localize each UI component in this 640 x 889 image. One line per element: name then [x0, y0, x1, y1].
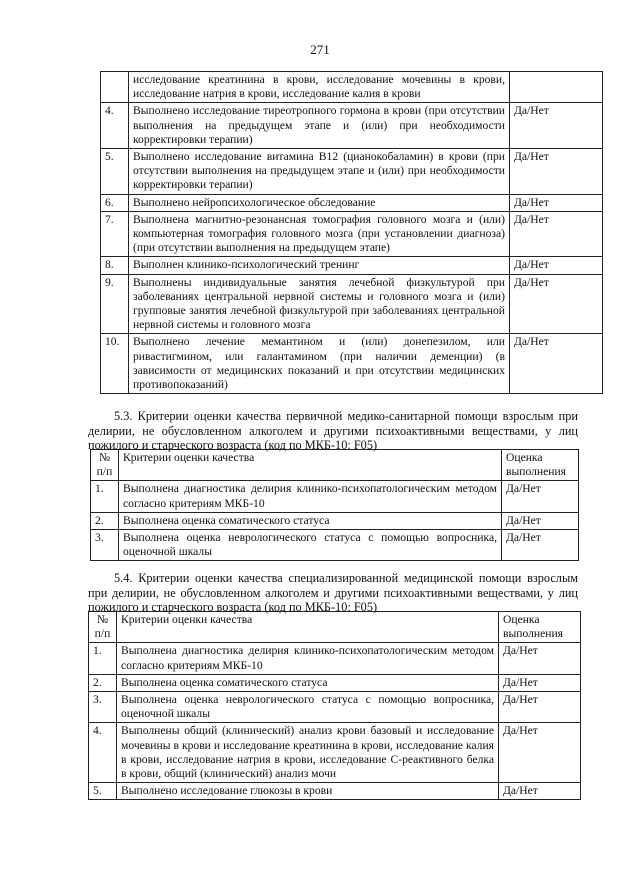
table-row	[101, 149, 603, 195]
table-header-row	[89, 612, 581, 643]
criterion-text: Выполнен клинико-психологический тренинг	[129, 257, 510, 274]
header-number: № п/п	[91, 450, 119, 481]
table-row	[101, 257, 603, 274]
criteria-table-continued	[100, 71, 603, 394]
assessment-value	[510, 72, 603, 103]
assessment-value: Да/Нет	[502, 481, 579, 512]
table-row	[101, 194, 603, 211]
criterion-text: исследование креатинина в крови, исследование мочевины в крови, исследование натрия в крови, исследование калия в крови	[129, 72, 510, 103]
table-row	[89, 692, 581, 723]
table-row	[101, 334, 603, 394]
row-number: 10.	[101, 334, 129, 394]
criteria-table-5-4	[88, 611, 581, 800]
criterion-text: Выполнено лечение мемантином и (или) донепезилом, или ривастигмином, или галантамином (при наличии деменции) (в зависимости от медицинских показаний и при отсутствии медицинских противопоказаний)	[129, 334, 510, 394]
table-row	[89, 783, 581, 800]
table-row	[89, 723, 581, 783]
table-row	[101, 72, 603, 103]
header-assessment: Оценка выполнения	[502, 450, 579, 481]
criterion-text: Выполнено исследование витамина В12 (цианокобаламин) в крови (при отсутствии выполнения на предыдущем этапе и (или) при необходимости корректировки терапии)	[129, 149, 510, 195]
header-criteria: Критерии оценки качества	[119, 450, 502, 481]
assessment-value: Да/Нет	[510, 211, 603, 257]
assessment-value: Да/Нет	[502, 512, 579, 529]
table-row	[91, 530, 579, 561]
table-row	[101, 103, 603, 149]
row-number: 2.	[91, 512, 119, 529]
header-number: № п/п	[89, 612, 117, 643]
assessment-value: Да/Нет	[502, 530, 579, 561]
criterion-text: Выполнена диагностика делирия клинико-психопатологическим методом согласно критериям МКБ-10	[117, 643, 499, 674]
assessment-value: Да/Нет	[499, 643, 581, 674]
table-row	[101, 274, 603, 334]
row-number: 5.	[89, 783, 117, 800]
row-number: 8.	[101, 257, 129, 274]
criterion-text: Выполнено нейропсихологическое обследование	[129, 194, 510, 211]
assessment-value: Да/Нет	[499, 723, 581, 783]
assessment-value: Да/Нет	[510, 194, 603, 211]
criterion-text: Выполнена оценка неврологического статуса с помощью вопросника, оценочной шкалы	[119, 530, 502, 561]
criterion-text: Выполнена оценка неврологического статуса с помощью вопросника, оценочной шкалы	[117, 692, 499, 723]
criterion-text: Выполнены общий (клинический) анализ крови базовый и исследование мочевины в крови и исследование креатинина в крови, исследование калия в крови, исследование натрия в крови, исследование С-реактивного белка в крови, общий (клинический) анализ мочи	[117, 723, 499, 783]
assessment-value: Да/Нет	[510, 274, 603, 334]
header-assessment: Оценка выполнения	[499, 612, 581, 643]
table-row	[91, 481, 579, 512]
assessment-value: Да/Нет	[499, 674, 581, 691]
row-number: 5.	[101, 149, 129, 195]
assessment-value: Да/Нет	[499, 783, 581, 800]
section-5-4-heading: 5.4. Критерии оценки качества специализированной медицинской помощи взрослым при делирии, не обусловленном алкоголем и другими психоактивными веществами, у лиц пожилого и старческого возраста (код по МКБ-10: F05)	[88, 571, 578, 615]
criterion-text: Выполнено исследование глюкозы в крови	[117, 783, 499, 800]
criterion-text: Выполнена оценка соматического статуса	[117, 674, 499, 691]
row-number: 4.	[101, 103, 129, 149]
row-number: 4.	[89, 723, 117, 783]
criterion-text: Выполнена магнитно-резонансная томография головного мозга и (или) компьютерная томография головного мозга (при установлении диагноза) (при отсутствии выполнения на предыдущем этапе)	[129, 211, 510, 257]
section-5-3-heading: 5.3. Критерии оценки качества первичной медико-санитарной помощи взрослым при делирии, не обусловленном алкоголем и другими психоактивными веществами, у лиц пожилого и старческого возраста (код по МКБ-10: F05)	[88, 409, 578, 453]
criteria-table-5-3	[90, 449, 579, 561]
row-number	[101, 72, 129, 103]
row-number: 1.	[89, 643, 117, 674]
assessment-value: Да/Нет	[510, 257, 603, 274]
assessment-value: Да/Нет	[510, 334, 603, 394]
criterion-text: Выполнена диагностика делирия клинико-психопатологическим методом согласно критериям МКБ-10	[119, 481, 502, 512]
page-number: 271	[310, 42, 330, 57]
table-header-row	[91, 450, 579, 481]
row-number: 6.	[101, 194, 129, 211]
table-row	[89, 674, 581, 691]
row-number: 2.	[89, 674, 117, 691]
assessment-value: Да/Нет	[499, 692, 581, 723]
table-row	[89, 643, 581, 674]
criterion-text: Выполнены индивидуальные занятия лечебной физкультурой при заболеваниях центральной нервной системы и головного мозга и (или) групповые занятия лечебной физкультурой при заболеваниях центральной нервной системы и головного мозга	[129, 274, 510, 334]
table-row	[91, 512, 579, 529]
row-number: 1.	[91, 481, 119, 512]
row-number: 7.	[101, 211, 129, 257]
row-number: 3.	[91, 530, 119, 561]
criterion-text: Выполнена оценка соматического статуса	[119, 512, 502, 529]
header-criteria: Критерии оценки качества	[117, 612, 499, 643]
row-number: 3.	[89, 692, 117, 723]
criterion-text: Выполнено исследование тиреотропного гормона в крови (при отсутствии выполнения на предыдущем этапе и (или) при необходимости корректировки терапии)	[129, 103, 510, 149]
row-number: 9.	[101, 274, 129, 334]
table-row	[101, 211, 603, 257]
assessment-value: Да/Нет	[510, 149, 603, 195]
assessment-value: Да/Нет	[510, 103, 603, 149]
